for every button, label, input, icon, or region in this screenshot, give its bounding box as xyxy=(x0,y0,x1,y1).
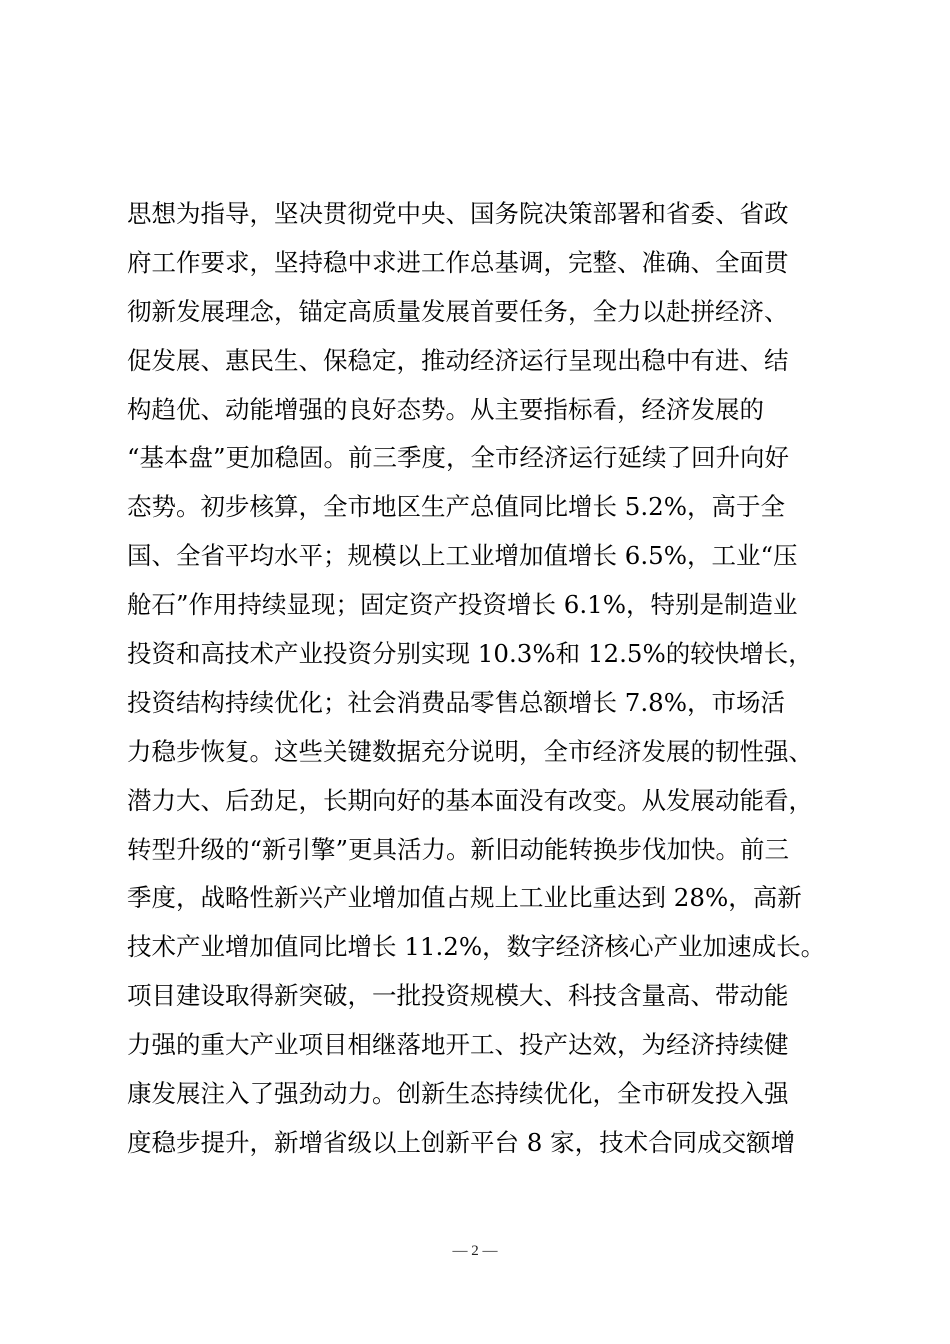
text-line: 府工作要求，坚持稳中求进工作总基调，完整、准确、全面贯 xyxy=(127,247,789,277)
text-line: 促发展、惠民生、保稳定，推动经济运行呈现出稳中有进、结 xyxy=(127,345,789,375)
text-line: 投资结构持续优化；社会消费品零售总额增长 7.8%，市场活 xyxy=(127,687,786,717)
text-line: 项目建设取得新突破，一批投资规模大、科技含量高、带动能 xyxy=(127,981,789,1011)
text-line: 国、全省平均水平；规模以上工业增加值增长 6.5%，工业“压 xyxy=(127,541,798,571)
text-line: 潜力大、后劲足，长期向好的基本面没有改变。从发展动能看， xyxy=(127,785,813,815)
text-line: 彻新发展理念，锚定高质量发展首要任务，全力以赴拼经济、 xyxy=(127,296,789,326)
text-line: 投资和高技术产业投资分别实现 10.3%和 12.5%的较快增长， xyxy=(127,639,813,669)
text-line: 思想为指导，坚决贯彻党中央、国务院决策部署和省委、省政 xyxy=(127,199,789,228)
text-line: 力强的重大产业项目相继落地开工、投产达效，为经济持续健 xyxy=(127,1030,789,1060)
text-line: 转型升级的“新引擎”更具活力。新旧动能转换步伐加快。前三 xyxy=(127,834,790,864)
text-line: 技术产业增加值同比增长 11.2%，数字经济核心产业加速成长。 xyxy=(127,932,826,962)
text-line: 舱石”作用持续显现；固定资产投资增长 6.1%，特别是制造业 xyxy=(127,590,798,620)
text-line: 度稳步提升，新增省级以上创新平台 8 家，技术合同成交额增 xyxy=(127,1127,796,1157)
text-line: 构趋优、动能增强的良好态势。从主要指标看，经济发展的 xyxy=(127,394,764,424)
text-line: 康发展注入了强劲动力。创新生态持续优化，全市研发投入强 xyxy=(127,1079,789,1109)
text-line: 季度，战略性新兴产业增加值占规上工业比重达到 28%，高新 xyxy=(127,883,802,913)
text-line: 力稳步恢复。这些关键数据充分说明，全市经济发展的韧性强、 xyxy=(127,736,813,766)
body-text xyxy=(127,190,847,1168)
page-number: — 2 — xyxy=(452,1243,498,1259)
text-line: 态势。初步核算，全市地区生产总值同比增长 5.2%，高于全 xyxy=(127,492,786,522)
text-line: “基本盘”更加稳固。前三季度，全市经济运行延续了回升向好 xyxy=(127,443,790,473)
